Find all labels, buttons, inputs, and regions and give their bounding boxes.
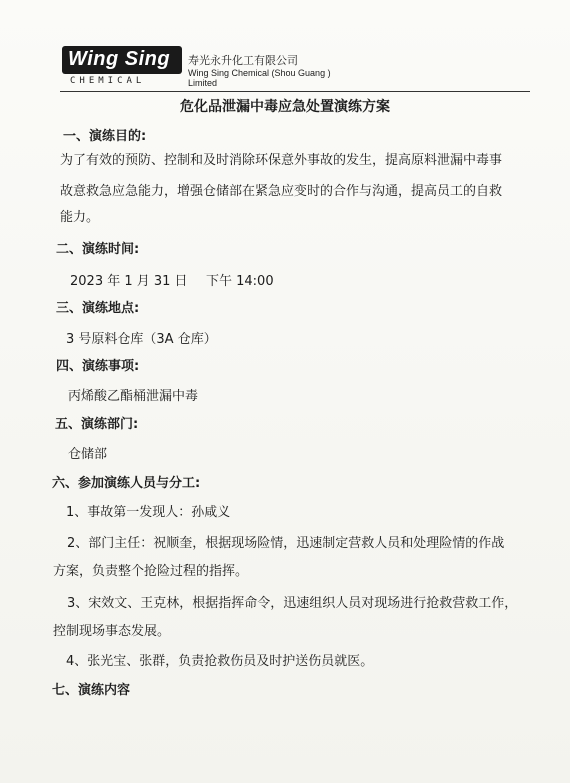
- section-heading-content: 七、演练内容: [52, 683, 131, 698]
- section-heading-time: 二、演练时间:: [56, 242, 140, 257]
- header-divider: [60, 91, 530, 92]
- drill-matter: 丙烯酸乙酯桶泄漏中毒: [68, 389, 199, 404]
- logo-text: Wing Sing: [68, 48, 171, 70]
- section-heading-purpose: 一、演练目的:: [63, 129, 147, 144]
- personnel-item-2-line-1: 2、部门主任：祝顺奎，根据现场险情，迅速制定营救人员和处理险情的作战: [67, 536, 505, 551]
- section-heading-department: 五、演练部门:: [55, 417, 139, 432]
- logo-tagline: CHEMICAL: [70, 76, 146, 86]
- section-heading-location: 三、演练地点:: [56, 301, 140, 316]
- purpose-line-1: 为了有效的预防、控制和及时消除环保意外事故的发生，提高原料泄漏中毒事: [60, 153, 503, 168]
- purpose-line-3: 能力。: [60, 210, 100, 225]
- drill-location: 3 号原料仓库（3A 仓库）: [66, 332, 217, 347]
- personnel-item-3-line-2: 控制现场事态发展。: [53, 624, 171, 639]
- drill-date: 2023 年 1 月 31 日: [70, 274, 188, 289]
- drill-time: 下午 14:00: [206, 274, 274, 289]
- section-heading-matter: 四、演练事项:: [56, 359, 140, 374]
- personnel-item-4: 4、张光宝、张群，负责抢救伤员及时护送伤员就医。: [66, 654, 374, 669]
- personnel-item-3-line-1: 3、宋效文、王克林，根据指挥命令，迅速组织人员对现场进行抢救营救工作，: [67, 596, 518, 611]
- company-name-en: Wing Sing Chemical (Shou Guang ) Limited: [188, 68, 331, 88]
- personnel-item-1: 1、事故第一发现人：孙咸义: [66, 505, 231, 520]
- company-logo: [62, 46, 362, 90]
- purpose-line-2: 故意救急应急能力，增强仓储部在紧急应变时的合作与沟通，提高员工的自救: [60, 184, 503, 199]
- company-name-cn: 寿光永升化工有限公司: [188, 54, 298, 67]
- section-heading-personnel: 六、参加演练人员与分工:: [52, 476, 201, 491]
- document-title: 危化品泄漏中毒应急处置演练方案: [180, 99, 390, 115]
- drill-department: 仓储部: [68, 447, 108, 462]
- personnel-item-2-line-2: 方案，负责整个抢险过程的指挥。: [53, 564, 249, 579]
